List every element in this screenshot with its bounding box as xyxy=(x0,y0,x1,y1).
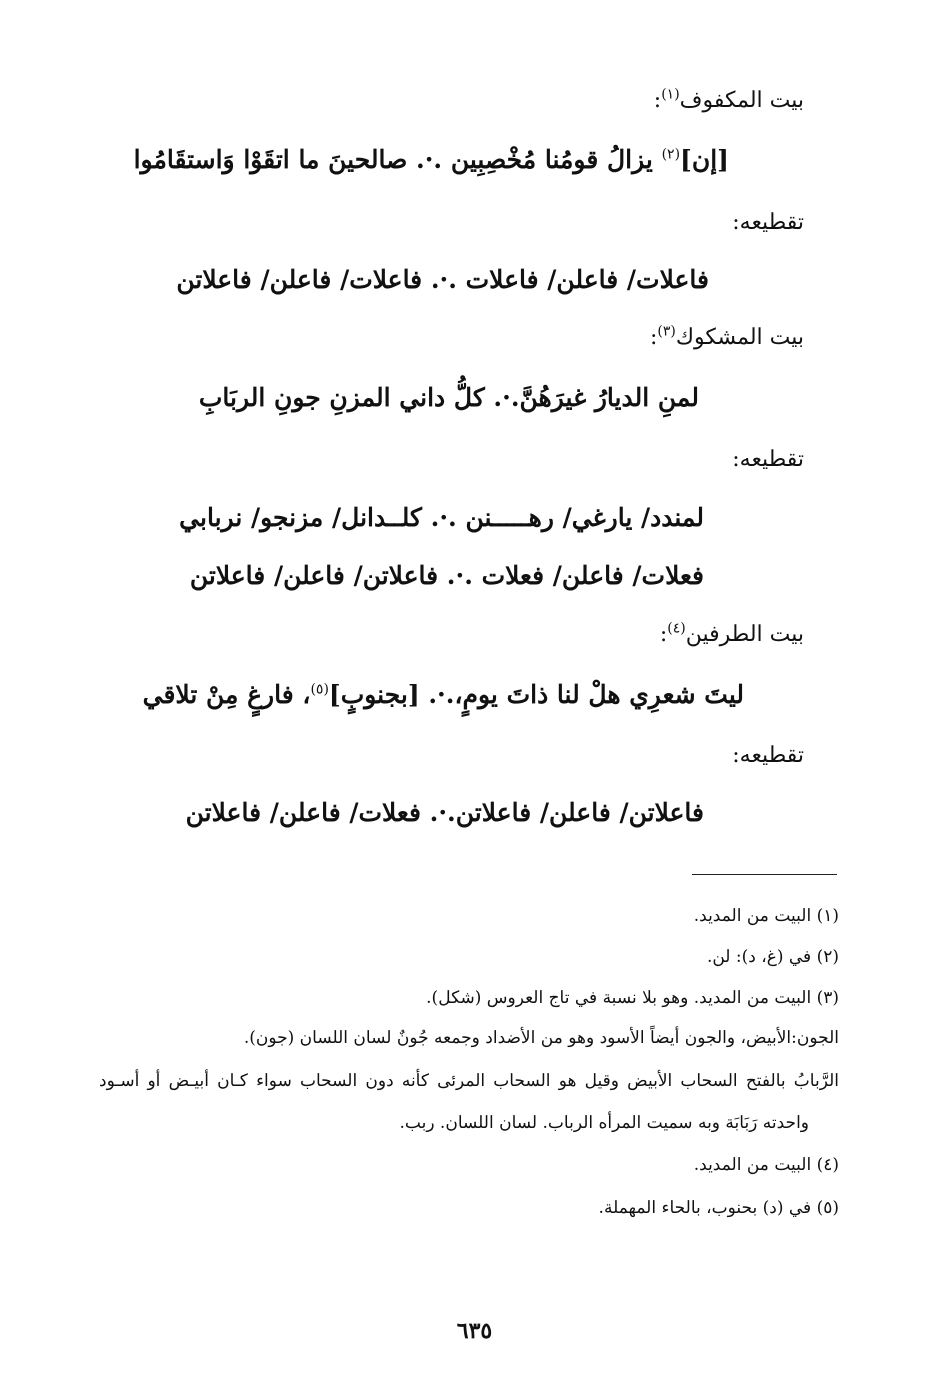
verse-3 xyxy=(143,680,744,709)
footnote-1: (١) البيت من المديد. xyxy=(693,906,839,926)
footnote-3-line-4: واحدته رَبَابَة وبه سميت المرأه الرباب. لسان اللسان. ربب. xyxy=(399,1113,809,1133)
verse-2: لمنِ الديارُ غيرَهُنَّ.·. كلُّ داني المزنِ جونِ الربَابِ xyxy=(198,383,699,412)
footnote-4: (٤) البيت من المديد. xyxy=(693,1155,839,1175)
verse-1 xyxy=(134,145,729,174)
scansion-label-3: تقطيعه: xyxy=(732,743,804,768)
heading-makfuf-text: بيت المكفوف xyxy=(679,88,804,113)
footnote-ref-2: (٢) xyxy=(661,146,681,163)
heading-makfuf-colon: : xyxy=(653,88,662,113)
verse-3-part1: ليتَ شعرِي هلْ لنا ذاتَ يومٍ،.·. [بجنوبٍ] xyxy=(328,680,744,709)
scansion-label-1: تقطيعه: xyxy=(732,210,804,235)
footnote-ref-3: (٣) xyxy=(657,323,676,340)
scansion-2b: فعلات/ فاعلن/ فعلات .·. فاعلاتن/ فاعلن/ فاعلاتن xyxy=(189,561,704,590)
heading-tarafayn-colon: : xyxy=(659,622,668,647)
footnote-ref-4: (٤) xyxy=(667,620,686,637)
scansion-label-2: تقطيعه: xyxy=(732,447,804,472)
scansion-1: فاعلات/ فاعلن/ فاعلات .·. فاعلات/ فاعلن/ فاعلاتن xyxy=(176,265,709,294)
verse-1-bracket-word: [إن] xyxy=(680,145,729,174)
heading-tarafayn-text: بيت الطرفين xyxy=(685,622,804,647)
heading-tarafayn xyxy=(660,622,804,647)
verse-3-part2: ، فارغٍ مِنْ تلاقي xyxy=(142,680,311,709)
footnote-2: (٢) في (غ، د): لن. xyxy=(706,947,839,967)
footnote-ref-5: (٥) xyxy=(310,681,329,698)
heading-makfuf xyxy=(654,88,804,113)
footnote-3: (٣) البيت من المديد. وهو بلا نسبة في تاج العروس (شكل). xyxy=(426,988,839,1008)
heading-mashkuk-colon: : xyxy=(649,325,658,350)
heading-mashkuk xyxy=(650,325,804,350)
footnote-3-line-2: الجون:الأبيض، والجون أيضاً الأسود وهو من الأضداد وجمعه جُونٌ لسان اللسان (جون). xyxy=(243,1028,839,1048)
verse-1-text: يزالُ قومُنا مُخْصِبِين .·. صالحينَ ما اتقَوْا وَاستقَامُوا xyxy=(133,145,662,174)
scansion-3: فاعلاتن/ فاعلن/ فاعلاتن.·. فعلات/ فاعلن/ فاعلاتن xyxy=(185,798,704,827)
footnote-divider xyxy=(692,874,837,875)
page-number: ٦٣٥ xyxy=(456,1318,493,1344)
footnote-ref-1: (١) xyxy=(661,86,680,103)
footnote-3-line-3: الرَّبابُ بالفتح السحاب الأبيض وقيل هو السحاب المرئى كأنه دون السحاب سواء كـان أبيـض أو أسـود xyxy=(99,1071,839,1091)
footnote-5: (٥) في (د) بحنوب، بالحاء المهملة. xyxy=(598,1198,839,1218)
scansion-2a: لمندد/ يارغي/ رهـــــنن .·. كلــدانل/ مزنجو/ نربابي xyxy=(179,503,704,532)
heading-mashkuk-text: بيت المشكوك xyxy=(675,325,804,350)
